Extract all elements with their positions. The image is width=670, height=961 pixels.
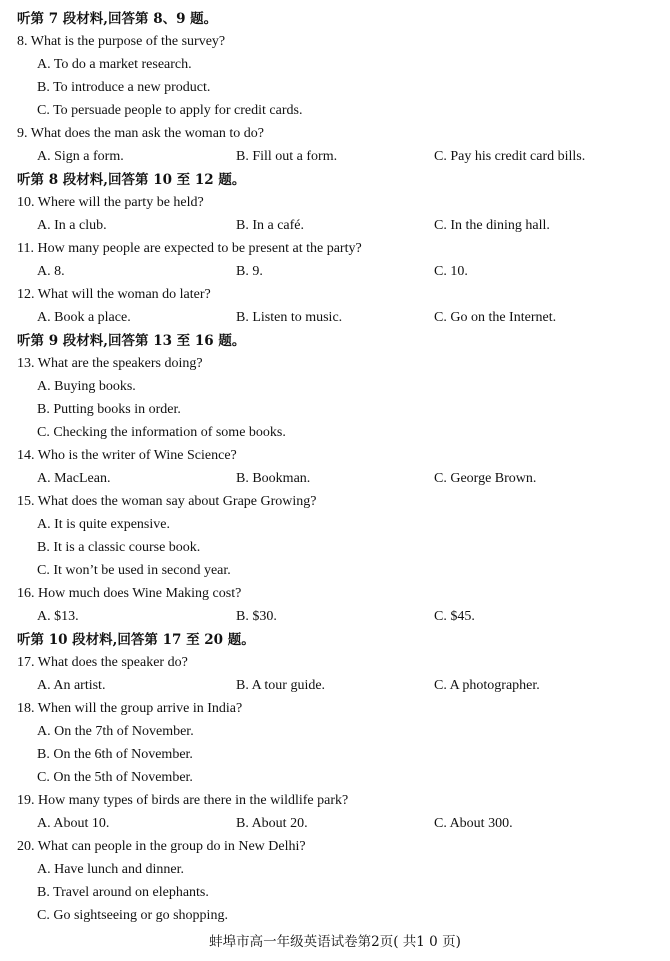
answer-options bbox=[0, 560, 670, 582]
question-stem bbox=[0, 238, 670, 260]
page-footer: 蚌埠市高一年级英语试卷第2页( 共1 0 页) bbox=[209, 934, 461, 950]
section-heading-text: 听第 9 段材料,回答第 13 至 16 题。 bbox=[17, 333, 246, 349]
answer-option: C. Go on the Internet. bbox=[434, 310, 557, 325]
answer-option: B. Travel around on elephants. bbox=[37, 885, 209, 900]
answer-options bbox=[0, 77, 670, 99]
question-stem bbox=[0, 445, 670, 467]
section-heading bbox=[0, 629, 670, 651]
answer-option: C. To persuade people to apply for credit cards. bbox=[37, 103, 303, 118]
answer-options bbox=[0, 859, 670, 881]
answer-option: B. $30. bbox=[236, 609, 277, 624]
answer-option: B. 9. bbox=[236, 264, 263, 279]
question-text: 13. What are the speakers doing? bbox=[17, 356, 203, 371]
section-heading bbox=[0, 330, 670, 352]
question-text: 17. What does the speaker do? bbox=[17, 655, 188, 670]
answer-option: B. To introduce a new product. bbox=[37, 80, 211, 95]
answer-option: B. In a café. bbox=[236, 218, 305, 233]
answer-option: B. Fill out a form. bbox=[236, 149, 338, 164]
answer-option: B. On the 6th of November. bbox=[37, 747, 193, 762]
answer-option: A. MacLean. bbox=[37, 471, 111, 486]
section-heading bbox=[0, 169, 670, 191]
question-stem bbox=[0, 836, 670, 858]
answer-options bbox=[0, 514, 670, 536]
question-text: 16. How much does Wine Making cost? bbox=[17, 586, 242, 601]
section-heading-text: 听第 8 段材料,回答第 10 至 12 题。 bbox=[17, 172, 246, 188]
answer-options bbox=[0, 813, 670, 835]
question-stem bbox=[0, 790, 670, 812]
answer-option: A. Buying books. bbox=[37, 379, 136, 394]
answer-options bbox=[0, 422, 670, 444]
question-stem bbox=[0, 31, 670, 53]
answer-option: A. It is quite expensive. bbox=[37, 517, 170, 532]
answer-options bbox=[0, 215, 670, 237]
section-heading-text: 听第 7 段材料,回答第 8、9 题。 bbox=[17, 11, 218, 27]
answer-options bbox=[0, 744, 670, 766]
question-text: 9. What does the man ask the woman to do? bbox=[17, 126, 265, 141]
question-text: 11. How many people are expected to be present at the party? bbox=[17, 241, 362, 256]
answer-option: B. About 20. bbox=[236, 816, 308, 831]
answer-options bbox=[0, 767, 670, 789]
answer-option: C. Pay his credit card bills. bbox=[434, 149, 586, 164]
answer-option: B. Putting books in order. bbox=[37, 402, 181, 417]
answer-option: C. George Brown. bbox=[434, 471, 537, 486]
answer-option: A. Book a place. bbox=[37, 310, 131, 325]
question-stem bbox=[0, 123, 670, 145]
answer-option: A. On the 7th of November. bbox=[37, 724, 194, 739]
answer-options bbox=[0, 905, 670, 927]
answer-option: B. A tour guide. bbox=[236, 678, 326, 693]
answer-option: A. Sign a form. bbox=[37, 149, 124, 164]
question-text: 12. What will the woman do later? bbox=[17, 287, 211, 302]
question-text: 15. What does the woman say about Grape Growing? bbox=[17, 494, 317, 509]
answer-option: B. It is a classic course book. bbox=[37, 540, 201, 555]
answer-option: A. To do a market research. bbox=[37, 57, 192, 72]
answer-option: C. About 300. bbox=[434, 816, 513, 831]
answer-option: A. About 10. bbox=[37, 816, 110, 831]
answer-option: A. Have lunch and dinner. bbox=[37, 862, 184, 877]
question-stem bbox=[0, 491, 670, 513]
question-stem bbox=[0, 583, 670, 605]
answer-options bbox=[0, 675, 670, 697]
answer-options bbox=[0, 54, 670, 76]
section-heading-text: 听第 10 段材料,回答第 17 至 20 题。 bbox=[17, 632, 255, 648]
answer-option: C. Checking the information of some books. bbox=[37, 425, 286, 440]
answer-options bbox=[0, 537, 670, 559]
answer-option: C. On the 5th of November. bbox=[37, 770, 193, 785]
answer-option: B. Listen to music. bbox=[236, 310, 343, 325]
answer-option: B. Bookman. bbox=[236, 471, 311, 486]
answer-options bbox=[0, 100, 670, 122]
answer-options bbox=[0, 882, 670, 904]
answer-option: A. 8. bbox=[37, 264, 65, 279]
question-stem bbox=[0, 652, 670, 674]
question-stem bbox=[0, 698, 670, 720]
answer-options bbox=[0, 261, 670, 283]
answer-option: A. An artist. bbox=[37, 678, 106, 693]
answer-option: C. In the dining hall. bbox=[434, 218, 550, 233]
question-text: 18. When will the group arrive in India? bbox=[17, 701, 243, 716]
question-text: 19. How many types of birds are there in the wildlife park? bbox=[17, 793, 349, 808]
question-stem bbox=[0, 192, 670, 214]
answer-option: A. $13. bbox=[37, 609, 79, 624]
answer-option: C. Go sightseeing or go shopping. bbox=[37, 908, 228, 923]
answer-options bbox=[0, 606, 670, 628]
question-text: 20. What can people in the group do in New Delhi? bbox=[17, 839, 306, 854]
answer-option: C. A photographer. bbox=[434, 678, 540, 693]
question-text: 14. Who is the writer of Wine Science? bbox=[17, 448, 237, 463]
question-stem bbox=[0, 353, 670, 375]
answer-options bbox=[0, 307, 670, 329]
answer-options bbox=[0, 146, 670, 168]
answer-options bbox=[0, 721, 670, 743]
question-text: 8. What is the purpose of the survey? bbox=[17, 34, 226, 49]
answer-option: C. $45. bbox=[434, 609, 475, 624]
answer-options bbox=[0, 376, 670, 398]
answer-options bbox=[0, 399, 670, 421]
answer-option: A. In a club. bbox=[37, 218, 107, 233]
answer-option: C. 10. bbox=[434, 264, 468, 279]
question-text: 10. Where will the party be held? bbox=[17, 195, 204, 210]
answer-options bbox=[0, 468, 670, 490]
question-stem bbox=[0, 284, 670, 306]
section-heading bbox=[0, 8, 670, 30]
answer-option: C. It won’t be used in second year. bbox=[37, 563, 231, 578]
